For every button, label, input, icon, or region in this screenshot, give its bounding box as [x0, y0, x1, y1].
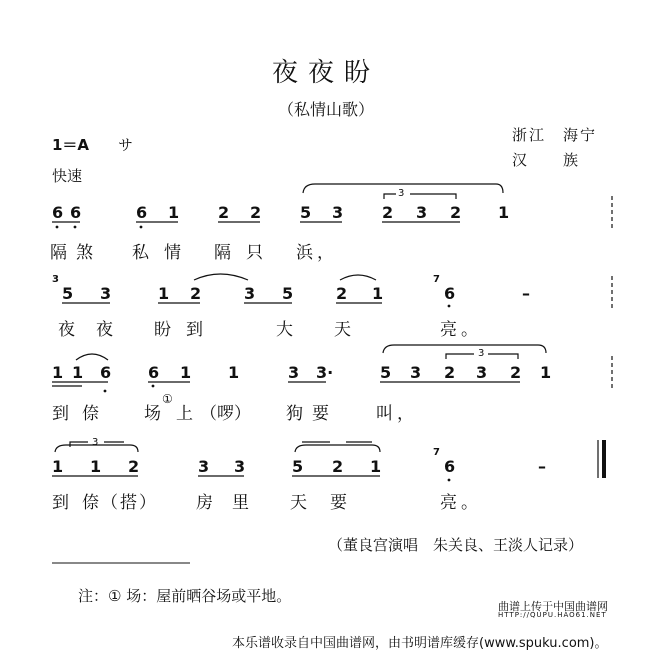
- octave-dot: [56, 226, 59, 229]
- subtitle: （私情山歌）: [277, 100, 374, 119]
- watermark-text: 曲谱上传于中国曲谱网: [498, 600, 608, 613]
- tie: [194, 274, 248, 280]
- note: 6: [52, 203, 64, 222]
- note: 3: [100, 284, 112, 303]
- note: 2: [382, 203, 394, 222]
- note: 3: [416, 203, 428, 222]
- lyric: 里: [232, 493, 253, 513]
- final-barline-thick: [602, 440, 606, 478]
- lyric: 到: [186, 320, 207, 340]
- note: 1: [498, 203, 510, 222]
- lyric: 隔: [50, 243, 71, 263]
- lyric: 夜: [96, 320, 117, 340]
- note: 2: [444, 363, 456, 382]
- note: 3: [234, 457, 246, 476]
- lyric: 夜: [58, 320, 79, 340]
- note: 5: [380, 363, 392, 382]
- note: –: [538, 457, 546, 476]
- tempo-marking: 快速: [52, 167, 83, 185]
- footnote-marker: ①: [162, 392, 173, 406]
- note: 3: [288, 363, 300, 382]
- note: 6: [136, 203, 148, 222]
- lyric: 亮。: [440, 493, 482, 513]
- lyric: 倷（搭）: [82, 493, 158, 513]
- lyric: 要: [312, 404, 333, 424]
- note: 1: [90, 457, 102, 476]
- slur: [303, 184, 503, 193]
- note: 2: [336, 284, 348, 303]
- triplet-bracket: [446, 354, 518, 359]
- source-note: 本乐谱收录自中国曲谱网，由书明谱库缓存(www.spuku.com)。: [232, 636, 608, 651]
- note: 3: [476, 363, 488, 382]
- note: 1: [72, 363, 84, 382]
- note: 1: [540, 363, 552, 382]
- lyric: 房: [196, 493, 217, 513]
- octave-dot: [74, 226, 77, 229]
- grace-note: 3: [52, 274, 59, 285]
- note: 1: [158, 284, 170, 303]
- lyric: 场: [144, 404, 165, 424]
- lyric: 只: [246, 243, 267, 263]
- note: 2: [510, 363, 522, 382]
- lyric: 叫，: [376, 404, 418, 424]
- lyric: 私: [132, 243, 153, 263]
- octave-dot: [104, 390, 107, 393]
- note: 5: [282, 284, 294, 303]
- note: 6: [444, 457, 456, 476]
- lyric: 天: [334, 320, 355, 340]
- grace-note: 7: [433, 447, 440, 458]
- note: 2: [250, 203, 262, 222]
- octave-dot: [152, 385, 155, 388]
- slur: [383, 345, 546, 353]
- octave-dot: [140, 226, 143, 229]
- note: 3: [410, 363, 422, 382]
- note: 1: [228, 363, 240, 382]
- note: 5: [292, 457, 304, 476]
- beam: [52, 382, 520, 386]
- triplet-mark: 3: [478, 348, 485, 359]
- lyric: 情: [164, 243, 185, 263]
- note: 2: [332, 457, 344, 476]
- octave-dot: [448, 479, 451, 482]
- note: 6: [148, 363, 160, 382]
- note: 3: [198, 457, 210, 476]
- watermark-url: HTTP://QUPU.HAO61.NET: [498, 611, 607, 619]
- page-title: 夜夜盼: [271, 58, 380, 88]
- note: 2: [190, 284, 202, 303]
- origin-ethnicity: 汉 族: [512, 151, 581, 169]
- triplet-mark: 3: [398, 188, 405, 199]
- lyric: 要: [330, 493, 351, 513]
- note: 1: [372, 284, 384, 303]
- note: –: [522, 284, 530, 303]
- tie: [76, 354, 108, 360]
- lyric: 隔: [214, 243, 235, 263]
- triplet-bracket: [384, 194, 456, 199]
- lyric: 煞: [76, 243, 97, 263]
- grace-note: 7: [433, 274, 440, 285]
- note: 6: [444, 284, 456, 303]
- performer-credit: （董良宫演唱 朱关良、王淡人记录）: [328, 536, 584, 554]
- origin-region: 浙江 海宁: [512, 126, 598, 144]
- note: 3·: [316, 363, 334, 382]
- lyric: 上: [176, 404, 197, 424]
- lyric: 到: [52, 404, 73, 424]
- note: 5: [62, 284, 74, 303]
- note: 6: [100, 363, 112, 382]
- note: 1: [52, 457, 64, 476]
- lyric: 狗: [286, 404, 307, 424]
- tie: [340, 275, 376, 280]
- lyric: 亮。: [440, 320, 482, 340]
- note: 3: [332, 203, 344, 222]
- note: 1: [180, 363, 192, 382]
- note: 1: [370, 457, 382, 476]
- note: 5: [300, 203, 312, 222]
- note: 1: [168, 203, 180, 222]
- key-signature: 1＝A: [52, 136, 90, 154]
- lyric: 天: [290, 493, 311, 513]
- note: 2: [218, 203, 230, 222]
- note: 6: [70, 203, 82, 222]
- beat-marking: サ: [118, 136, 134, 154]
- note: 2: [450, 203, 462, 222]
- lyric: 到: [52, 493, 73, 513]
- note: 2: [128, 457, 140, 476]
- note: 3: [244, 284, 256, 303]
- lyric: 倷: [82, 404, 103, 424]
- lyric: 盼: [154, 320, 175, 340]
- slur: [295, 445, 380, 452]
- lyric: 大: [276, 320, 297, 340]
- footnote: 注：① 场：屋前晒谷场或平地。: [78, 587, 292, 605]
- octave-dot: [448, 305, 451, 308]
- lyric: 浜，: [296, 243, 338, 263]
- lyric: （啰）: [200, 404, 251, 424]
- triplet-mark: 3: [92, 437, 99, 448]
- slur: [55, 445, 138, 452]
- note: 1: [52, 363, 64, 382]
